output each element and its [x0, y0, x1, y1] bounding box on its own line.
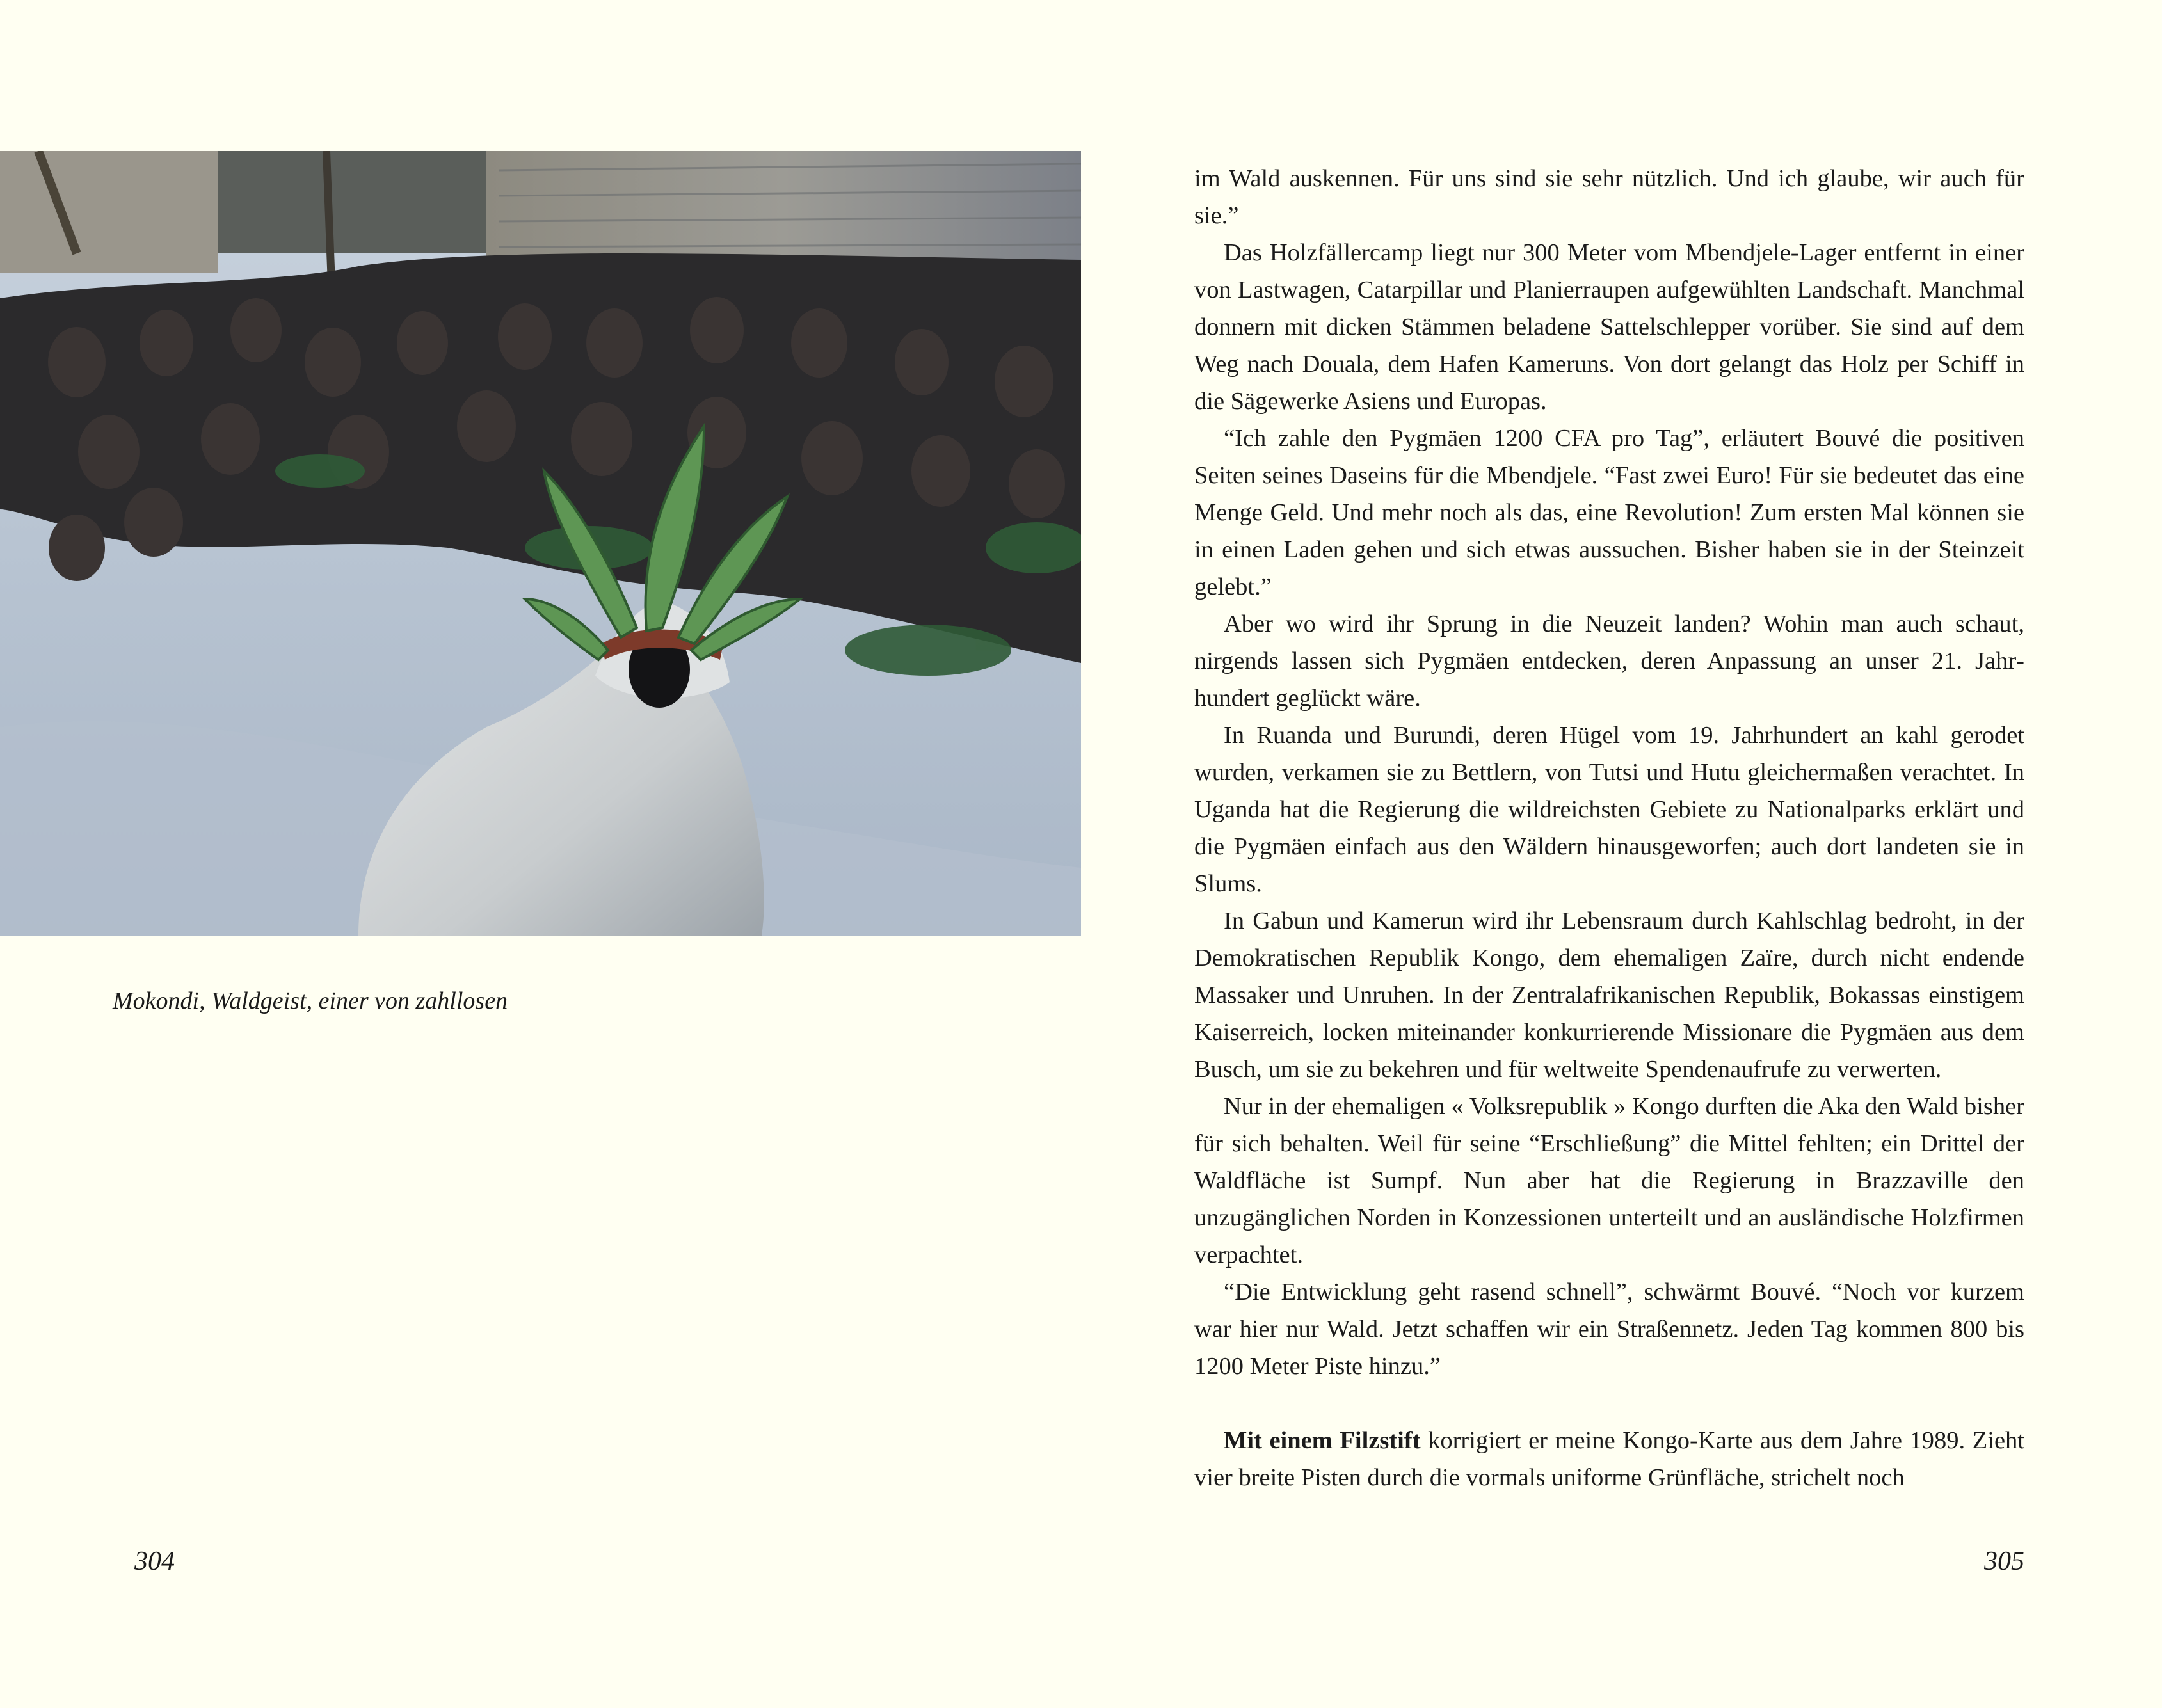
paragraph: im Wald auskennen. Für uns sind sie sehr nützlich. Und ich glaube, wir auch für sie.” — [1194, 165, 2024, 229]
paragraph: Nur in der ehemaligen « Volksrepublik » Kongo durften die Aka den Wald bisher für sich behalten. Weil für seine “Erschließung” die Mittel fehlten; ein Drittel der Waldfläche ist Sumpf. Nun aber hat die Regierung in Brazzaville den unzugänglichen Norden in Konzessionen unterteilt und an ausländische Holzfirmen verpachtet. — [1194, 1093, 2024, 1268]
paragraph: In Ruanda und Burundi, deren Hügel vom 19. Jahrhundert an kahl gerodet wurden, verkamen sie zu Bettlern, von Tutsi und Hutu gleichermaßen verachtet. In Uganda hat die Regierung die wildreichsten Gebiete zu Nationalparks erklärt und die Pygmäen einfach aus den Wäldern hinausgeworfen; auch dort landeten sie in Slums. — [1194, 722, 2024, 897]
paragraph: “Ich zahle den Pygmäen 1200 CFA pro Tag”, erläutert Bouvé die positiven Seiten seines Daseins für die Mbendjele. “Fast zwei Euro! Für sie bedeutet das eine Menge Geld. Und mehr noch als das, eine Revolution! Zum ersten Mal können sie in einen Laden gehen und sich etwas aussuchen. Bisher haben sie in der Steinzeit gelebt.” — [1194, 425, 2024, 600]
section-lead-bold: Mit einem Filzstift — [1224, 1427, 1421, 1454]
paragraph: Aber wo wird ihr Sprung in die Neuzeit landen? Wohin man auch schaut, nirgends lassen sich Pygmäen entdecken, deren Anpassung an unser 21. Jahrhundert geglückt wäre. — [1194, 611, 2024, 712]
page-number-right: 305 — [1984, 1547, 2024, 1576]
mokondi-forest-spirit-photo — [0, 151, 1081, 936]
section-lead-rest: korrigiert er meine Kongo-Karte aus dem Jahre 1989. Zieht vier breite Pisten durch die vormals uniforme Grünfläche, strichelt noch — [1194, 1427, 2024, 1491]
photo-caption: Mokondi, Waldgeist, einer von zahllosen — [113, 987, 508, 1014]
section-paragraph — [1194, 1422, 2024, 1496]
paragraph: “Die Entwicklung geht rasend schnell”, schwärmt Bouvé. “Noch vor kurzem war hier nur Wald. Jetzt schaffen wir ein Straßennetz. Jeden Tag kommen 800 bis 1200 Meter Piste hinzu.” — [1194, 1279, 2024, 1380]
body-text — [1194, 160, 2024, 1496]
paragraph: In Gabun und Kamerun wird ihr Lebensraum durch Kahlschlag bedroht, in der Demokratischen Republik Kongo, dem ehemaligen Zaïre, durch nicht endende Massaker und Unruhen. In der Zentralafrikanischen Republik, Bokassas einstigem Kaiserreich, locken miteinander konkurrierende Missionare die Pygmäen aus dem Busch, um sie zu bekehren und für weltweite Spendenaufrufe zu verwerten. — [1194, 907, 2024, 1083]
paragraph: Das Holzfällercamp liegt nur 300 Meter vom Mbendjele-Lager entfernt in einer von Lastwagen, Catarpillar und Planierraupen aufgewühlten Landschaft. Manchmal donnern mit dicken Stämmen beladene Sattelschlepper vorüber. Sie sind auf dem Weg nach Douala, dem Hafen Kameruns. Von dort gelangt das Holz per Schiff in die Sägewerke Asiens und Europas. — [1194, 239, 2024, 415]
page-number-left: 304 — [134, 1547, 175, 1576]
